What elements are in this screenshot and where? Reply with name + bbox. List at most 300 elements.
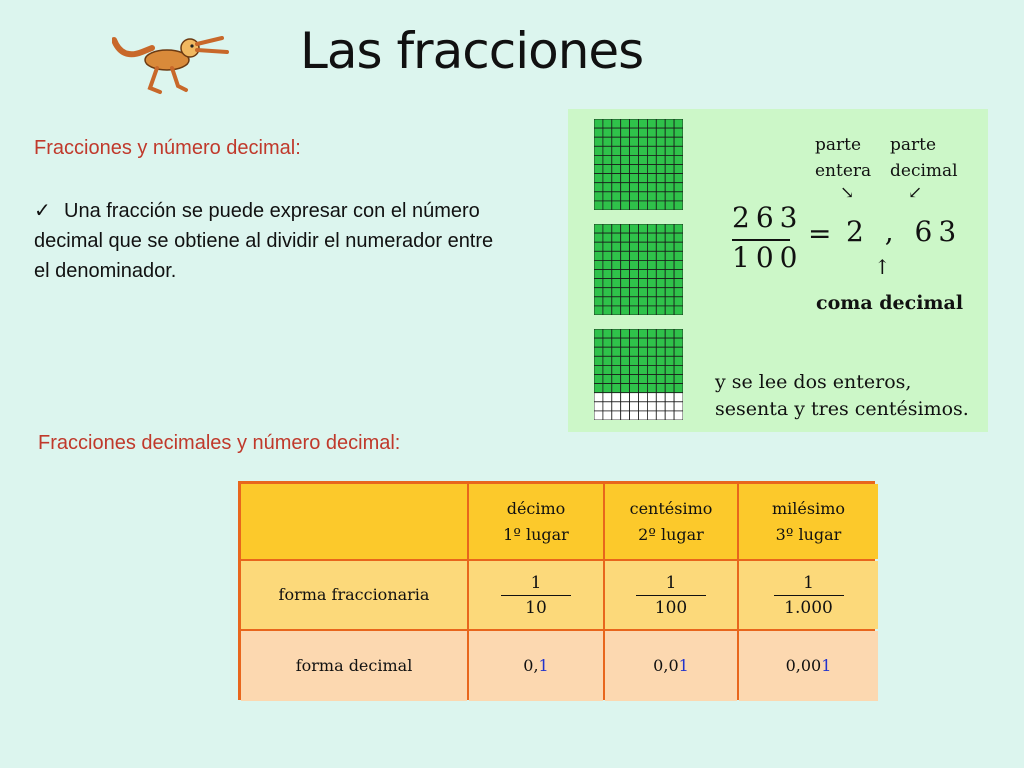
grid-square [621, 411, 630, 420]
grid-square [594, 365, 603, 374]
grid-square [630, 279, 639, 288]
grid-square [647, 356, 656, 365]
grid-square [656, 375, 665, 384]
grid-square [647, 201, 656, 210]
grid-square [603, 411, 612, 420]
grid-square [594, 393, 603, 402]
grid-square [621, 338, 630, 347]
grid-square [630, 146, 639, 155]
decimal-digit: 1 [821, 656, 832, 675]
grid-square [665, 384, 674, 393]
grid-square [647, 375, 656, 384]
label-entera: entera [815, 161, 872, 181]
fraction-cell-decimo [469, 561, 603, 629]
grid-square [603, 306, 612, 315]
grid-square [612, 192, 621, 201]
fraction-bar [636, 595, 706, 596]
grid-square [612, 137, 621, 146]
equals-sign: = [808, 217, 838, 250]
grid-square [630, 137, 639, 146]
grid-square [594, 192, 603, 201]
grid-square [612, 128, 621, 137]
explanation-text: Una fracción se puede expresar con el número decimal que se obtiene al dividir el numerador entre el denominador. [34, 200, 494, 282]
grid-square [674, 288, 683, 297]
grid-square [594, 356, 603, 365]
grid-square [656, 192, 665, 201]
grid-square [656, 306, 665, 315]
grid-square [639, 384, 648, 393]
grid-square [603, 137, 612, 146]
arrow-down-left-icon: ↙ [908, 183, 923, 203]
grid-square [674, 306, 683, 315]
grid-square [647, 270, 656, 279]
grid-square [656, 411, 665, 420]
grid-square [594, 119, 603, 128]
grid-square [665, 260, 674, 269]
label-parte-2: parte [890, 135, 937, 155]
fraction-num: 1 [530, 572, 542, 593]
illustration-panel [568, 109, 988, 432]
grid-square [656, 288, 665, 297]
grid-square [603, 224, 612, 233]
grid-square [594, 251, 603, 260]
grid-square [639, 119, 648, 128]
grid-square [603, 384, 612, 393]
grid-square [621, 242, 630, 251]
grid-square [674, 165, 683, 174]
grid-square [630, 402, 639, 411]
grid-square [674, 365, 683, 374]
grid-square [630, 233, 639, 242]
grid-square [594, 201, 603, 210]
grid-square [630, 270, 639, 279]
grid-square [603, 174, 612, 183]
grid-square [612, 402, 621, 411]
grid-square [647, 233, 656, 242]
grid-square [656, 260, 665, 269]
grid-square [647, 128, 656, 137]
grid-square [639, 297, 648, 306]
grid-square [647, 137, 656, 146]
grid-square [630, 242, 639, 251]
grid-square [612, 233, 621, 242]
reading-line-2: sesenta y tres centésimos. [715, 398, 969, 420]
grid-square [621, 119, 630, 128]
grid-square [674, 183, 683, 192]
decimal-cell-centesimo [605, 631, 737, 701]
row-label-forma-decimal: forma decimal [241, 631, 467, 701]
grid-square [656, 242, 665, 251]
grid-square [665, 411, 674, 420]
grid-square [674, 146, 683, 155]
grid-square [621, 375, 630, 384]
grid-square [630, 192, 639, 201]
grid-square [665, 155, 674, 164]
grid-square [603, 288, 612, 297]
grid-square [621, 393, 630, 402]
grid-square [665, 224, 674, 233]
grid-square [674, 270, 683, 279]
grid-square [594, 174, 603, 183]
grid-square [621, 146, 630, 155]
arrow-down-right-icon: ↘ [840, 183, 855, 203]
grid-square [594, 375, 603, 384]
grid-square [656, 183, 665, 192]
grid-square [603, 251, 612, 260]
grid-square [603, 260, 612, 269]
page-title: Las fracciones [300, 22, 644, 80]
grid-square [621, 297, 630, 306]
grid-square [603, 128, 612, 137]
grid-square [612, 306, 621, 315]
grid-square [630, 260, 639, 269]
reading-line-1: y se lee dos enteros, [715, 371, 912, 393]
fraction-den: 10 [525, 597, 547, 618]
grid-square [656, 233, 665, 242]
grid-square [647, 297, 656, 306]
grid-square [647, 183, 656, 192]
grid-square [612, 224, 621, 233]
grid-square [647, 119, 656, 128]
grid-square [612, 288, 621, 297]
header-place: 2º lugar [638, 524, 704, 544]
grid-square [630, 128, 639, 137]
grid-square [656, 201, 665, 210]
decimal-result: 2 , 63 [846, 215, 963, 248]
grid-square [621, 347, 630, 356]
grid-square [674, 356, 683, 365]
grid-square [647, 402, 656, 411]
grid-square [612, 201, 621, 210]
grid-square [647, 347, 656, 356]
grid-square [647, 146, 656, 155]
fraction-bar [774, 595, 844, 596]
grid-square [621, 137, 630, 146]
grid-square [665, 356, 674, 365]
grid-square [639, 233, 648, 242]
grid-square [674, 338, 683, 347]
grid-square [656, 402, 665, 411]
grid-square [674, 411, 683, 420]
grid-square [639, 128, 648, 137]
grid-square [639, 279, 648, 288]
fraction-num: 1 [665, 572, 677, 593]
grid-square [603, 365, 612, 374]
fraction-cell-milesimo [739, 561, 878, 629]
grid-square [612, 384, 621, 393]
grid-square [639, 155, 648, 164]
grid-square [665, 146, 674, 155]
grid-square [656, 297, 665, 306]
grid-square [665, 174, 674, 183]
table-corner-cell [241, 484, 467, 559]
grid-square [639, 329, 648, 338]
grid-square [656, 128, 665, 137]
grid-square [612, 365, 621, 374]
grid-square [656, 155, 665, 164]
grid-square [656, 146, 665, 155]
grid-square [603, 393, 612, 402]
grid-square [639, 347, 648, 356]
fraction-numerator: 263 [732, 201, 804, 234]
grid-square [647, 384, 656, 393]
grid-square [656, 329, 665, 338]
grid-square [603, 183, 612, 192]
grid-square [603, 402, 612, 411]
grid-square [656, 384, 665, 393]
grid-square [665, 347, 674, 356]
grid-square [656, 356, 665, 365]
grid-square [639, 270, 648, 279]
grid-square [630, 375, 639, 384]
grid-square [665, 402, 674, 411]
grid-square [665, 270, 674, 279]
grid-square [630, 165, 639, 174]
grid-square [594, 288, 603, 297]
grid-square [674, 128, 683, 137]
section-heading-fraccion-decimal: Fracciones y número decimal: [34, 137, 301, 159]
grid-square [647, 393, 656, 402]
grid-square [594, 137, 603, 146]
grid-square [639, 242, 648, 251]
grid-square [665, 306, 674, 315]
grid-square [603, 242, 612, 251]
grid-square [639, 165, 648, 174]
grid-square [612, 165, 621, 174]
grid-square [639, 224, 648, 233]
hundred-grid-3 [594, 329, 683, 420]
grid-square [594, 183, 603, 192]
grid-square [594, 146, 603, 155]
grid-square [621, 165, 630, 174]
grid-square [603, 279, 612, 288]
grid-square [639, 375, 648, 384]
fraction-bar [501, 595, 571, 596]
hundred-grid-1 [594, 119, 683, 210]
header-place: 1º lugar [503, 524, 569, 544]
grid-square [656, 174, 665, 183]
grid-square [603, 297, 612, 306]
grid-square [647, 329, 656, 338]
grid-square [612, 155, 621, 164]
grid-square [621, 288, 630, 297]
grid-square [639, 183, 648, 192]
decimal-cell-decimo [469, 631, 603, 701]
grid-square [665, 233, 674, 242]
grid-square [603, 155, 612, 164]
grid-square [603, 338, 612, 347]
grid-square [647, 411, 656, 420]
grid-square [674, 251, 683, 260]
grid-square [621, 233, 630, 242]
grid-square [594, 329, 603, 338]
grid-square [621, 224, 630, 233]
grid-square [674, 297, 683, 306]
grid-square [665, 338, 674, 347]
grid-square [656, 224, 665, 233]
grid-square [594, 233, 603, 242]
grid-square [603, 119, 612, 128]
grid-square [621, 174, 630, 183]
grid-square [594, 384, 603, 393]
grid-square [674, 119, 683, 128]
header-name: milésimo [771, 498, 845, 518]
grid-square [639, 402, 648, 411]
grid-square [674, 224, 683, 233]
grid-square [665, 192, 674, 201]
grid-square [612, 279, 621, 288]
grid-square [639, 192, 648, 201]
grid-square [594, 306, 603, 315]
grid-square [621, 384, 630, 393]
grid-square [603, 270, 612, 279]
grid-square [674, 201, 683, 210]
header-decimo [469, 484, 603, 559]
grid-square [665, 137, 674, 146]
grid-square [665, 242, 674, 251]
header-name: décimo [506, 498, 566, 518]
grid-square [594, 224, 603, 233]
grid-square [630, 306, 639, 315]
grid-square [647, 242, 656, 251]
grid-square [594, 155, 603, 164]
grid-square [639, 338, 648, 347]
grid-square [665, 365, 674, 374]
grid-square [630, 365, 639, 374]
grid-square [647, 174, 656, 183]
fraction-den: 1.000 [784, 597, 833, 618]
grid-square [674, 155, 683, 164]
grid-square [674, 192, 683, 201]
grid-square [621, 183, 630, 192]
grid-square [621, 329, 630, 338]
grid-square [665, 375, 674, 384]
grid-square [630, 155, 639, 164]
grid-square [630, 356, 639, 365]
grid-square [639, 393, 648, 402]
grid-square [665, 119, 674, 128]
grid-square [656, 251, 665, 260]
grid-square [621, 365, 630, 374]
arrow-up-icon: ↑ [874, 255, 891, 279]
grid-square [621, 279, 630, 288]
grid-square [621, 128, 630, 137]
grid-square [674, 242, 683, 251]
grid-square [674, 347, 683, 356]
grid-square [603, 375, 612, 384]
grid-square [630, 393, 639, 402]
grid-square [639, 137, 648, 146]
grid-square [612, 329, 621, 338]
grid-square [656, 119, 665, 128]
grid-square [603, 201, 612, 210]
grid-square [603, 347, 612, 356]
grid-square [621, 402, 630, 411]
decimal-fractions-table [238, 481, 875, 700]
grid-square [594, 270, 603, 279]
grid-square [630, 183, 639, 192]
grid-square [612, 251, 621, 260]
grid-square [674, 375, 683, 384]
grid-square [621, 192, 630, 201]
grid-square [594, 411, 603, 420]
grid-square [647, 155, 656, 164]
header-milesimo [739, 484, 878, 559]
grid-square [674, 233, 683, 242]
grid-square [656, 279, 665, 288]
grid-square [639, 306, 648, 315]
grid-square [630, 338, 639, 347]
grid-square [639, 201, 648, 210]
grid-square [665, 288, 674, 297]
grid-square [656, 165, 665, 174]
grid-square [630, 224, 639, 233]
grid-square [603, 233, 612, 242]
explanation-paragraph [34, 196, 494, 286]
grid-square [621, 270, 630, 279]
grid-square [656, 270, 665, 279]
coma-decimal-label: coma decimal [816, 292, 964, 314]
hundred-grid-2 [594, 224, 683, 315]
grid-square [594, 260, 603, 269]
grid-square [639, 251, 648, 260]
decimal-digit: 1 [678, 656, 689, 675]
fraction-denominator: 100 [732, 241, 804, 274]
grid-square [630, 201, 639, 210]
grid-square [630, 288, 639, 297]
grid-square [674, 393, 683, 402]
grid-square [612, 347, 621, 356]
grid-square [647, 338, 656, 347]
decimal-prefix: 0,0 [653, 656, 679, 675]
grid-square [612, 119, 621, 128]
grid-square [621, 201, 630, 210]
grid-square [630, 384, 639, 393]
grid-square [621, 306, 630, 315]
grid-square [621, 356, 630, 365]
grid-square [647, 365, 656, 374]
grid-square [612, 174, 621, 183]
grid-square [674, 402, 683, 411]
header-place: 3º lugar [775, 524, 842, 544]
grid-square [612, 411, 621, 420]
header-centesimo [605, 484, 737, 559]
grid-square [639, 174, 648, 183]
grid-square [594, 279, 603, 288]
grid-square [639, 146, 648, 155]
grid-square [612, 242, 621, 251]
grid-square [594, 128, 603, 137]
grid-square [594, 297, 603, 306]
grid-square [674, 279, 683, 288]
grid-square [612, 338, 621, 347]
row-label-forma-fraccionaria: forma fraccionaria [241, 561, 467, 629]
grid-square [647, 288, 656, 297]
section-heading-fracciones-decimales: Fracciones decimales y número decimal: [38, 432, 401, 454]
grid-square [656, 365, 665, 374]
header-name: centésimo [629, 498, 713, 518]
grid-square [612, 375, 621, 384]
grid-square [656, 137, 665, 146]
grid-square [665, 183, 674, 192]
grid-square [647, 165, 656, 174]
label-decimal: decimal [890, 161, 958, 181]
grid-square [612, 270, 621, 279]
grid-square [612, 260, 621, 269]
grid-square [630, 297, 639, 306]
grid-square [630, 251, 639, 260]
grid-square [665, 279, 674, 288]
